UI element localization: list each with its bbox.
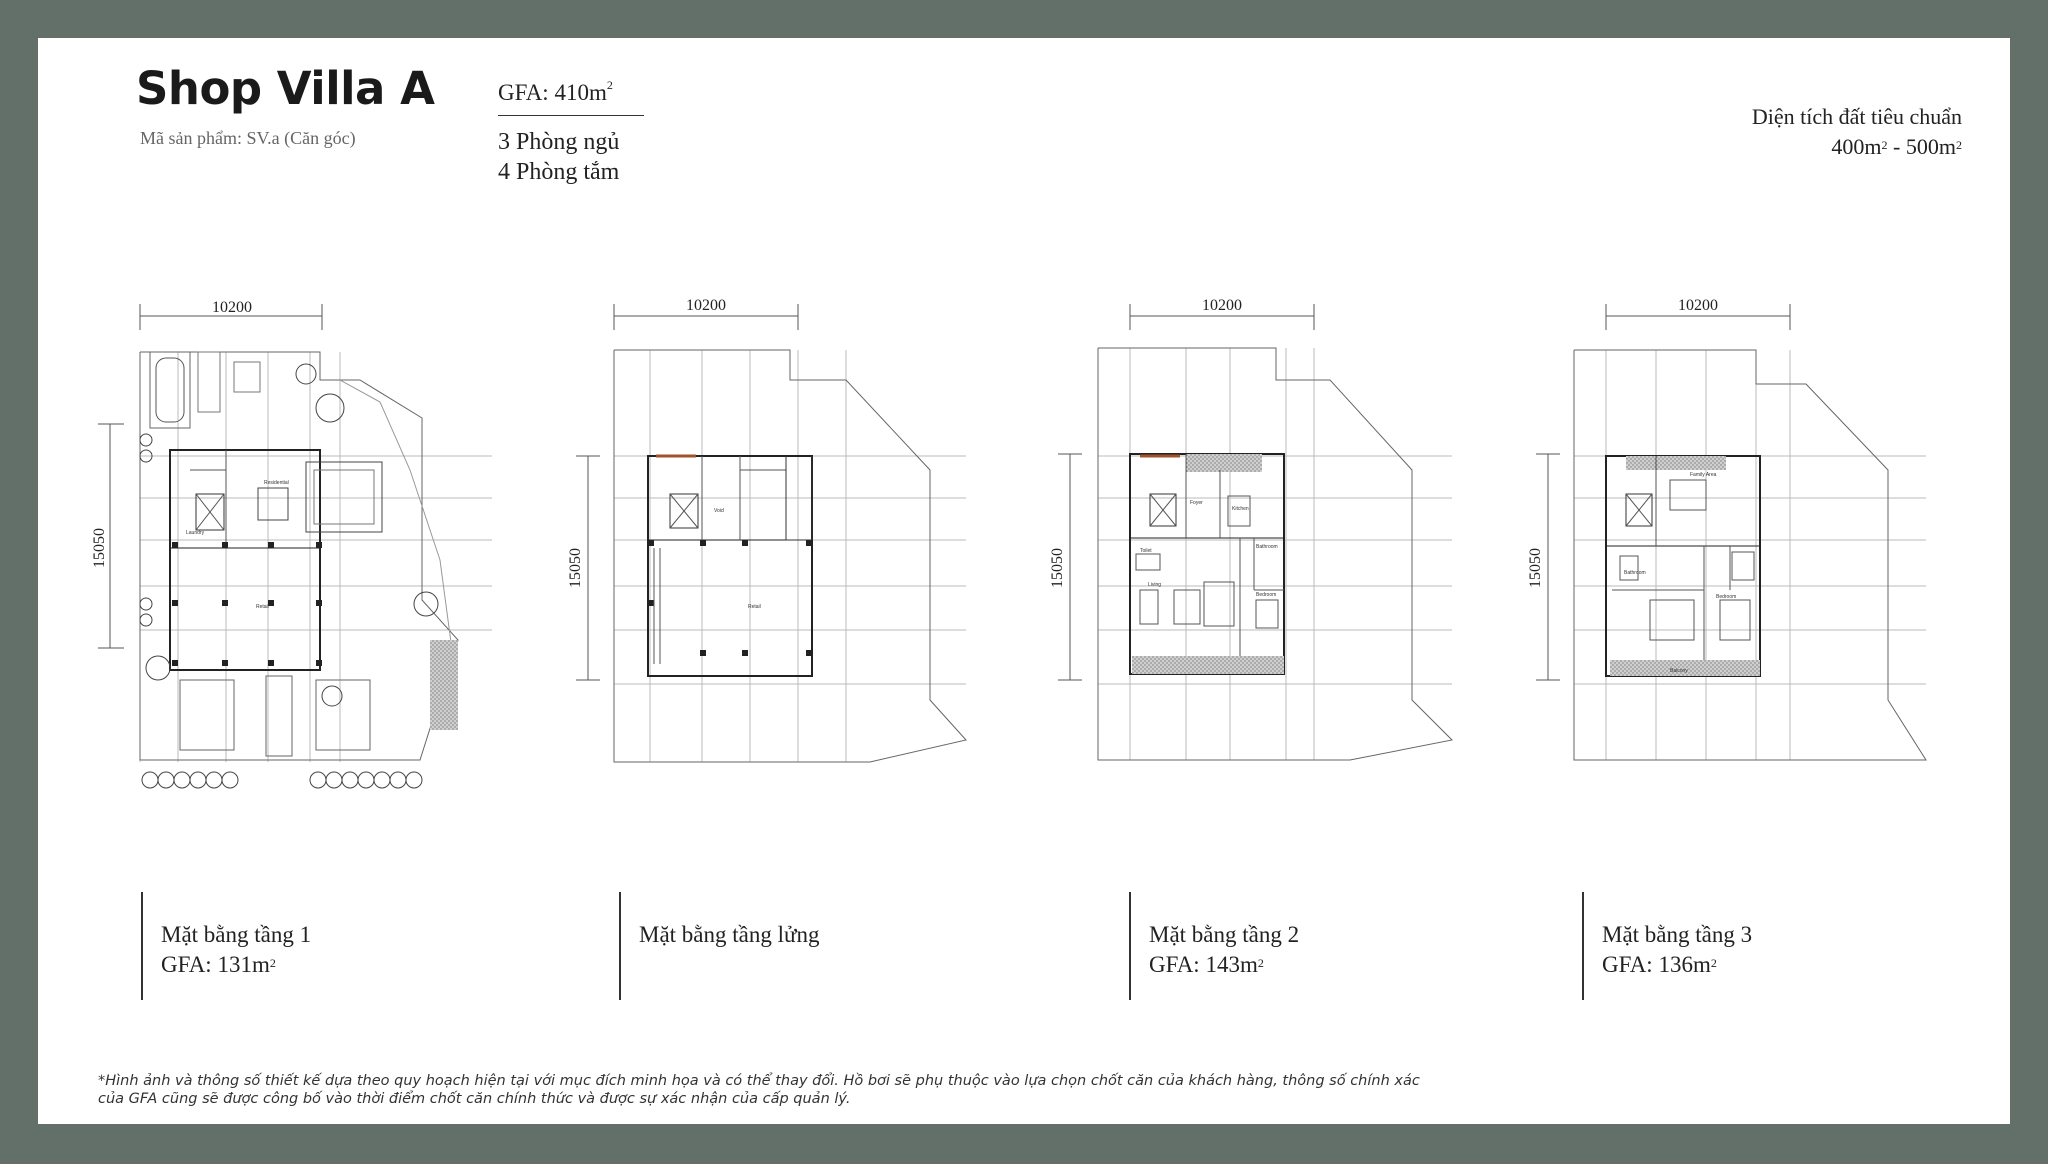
room-label: Living [1148,582,1162,588]
caption-title: Mặt bằng tầng 2 [1149,922,1300,947]
caption-second-floor [1129,892,1300,1000]
caption-title: Mặt bằng tầng 1 [161,922,312,947]
room-label: Bathroom [1624,570,1646,576]
bathroom-count: 4 Phòng tắm [498,159,620,185]
plan-ground-floor [98,304,492,788]
plan-4-depth-dim: 15050 [1527,548,1544,588]
room-label: Retail [256,604,269,610]
page-title: Shop Villa A [136,62,435,115]
plan-3-width-dim: 10200 [1202,297,1242,314]
bedroom-count: 3 Phòng ngủ [498,129,620,155]
room-label: Toilet [1140,548,1152,554]
room-label: Void [714,508,724,514]
caption-third-floor [1582,892,1753,1000]
room-label: Bedroom [1256,592,1277,598]
plan-2-depth-dim: 15050 [567,548,584,588]
plan-second-floor [1058,304,1452,760]
land-area-label: Diện tích đất tiêu chuẩn [1751,104,1962,129]
room-label: Kitchen [1232,506,1249,512]
caption-gfa: GFA: $143m^2$ [1149,952,1264,977]
caption-mezzanine [619,892,820,1000]
plan-2-width-dim: 10200 [686,297,726,314]
room-label: Retail [748,604,761,610]
room-label: Laundry [186,530,205,536]
caption-title: Mặt bằng tầng lửng [639,922,820,947]
product-code: Mã sản phẩm: SV.a (Căn góc) [140,128,356,148]
room-label: Bathroom [1256,544,1278,550]
caption-title: Mặt bằng tầng 3 [1602,922,1753,947]
plan-4-width-dim: 10200 [1678,297,1718,314]
room-label: Foyer [1190,500,1203,506]
land-area-value: $400m^2 - 500m^2$ [1831,134,1962,159]
room-label: Family Area [1690,472,1717,478]
plan-1-width-dim: 10200 [212,299,252,316]
plan-1-depth-dim: 15050 [91,528,108,568]
room-label: Bedroom [1716,594,1737,600]
room-label: Residential [264,480,289,486]
plan-third-floor [1536,304,1926,760]
caption-gfa: GFA: $136m^2$ [1602,952,1717,977]
caption-gfa: GFA: $131m^2$ [161,952,276,977]
plan-mezzanine [576,304,966,762]
room-label: Balcony [1670,668,1688,674]
plan-3-depth-dim: 15050 [1049,548,1066,588]
caption-ground-floor [141,892,312,1000]
total-gfa: GFA: $410m^2$ [498,78,613,105]
disclaimer-footnote: *Hình ảnh và thông số thiết kế dựa theo quy hoạch hiện tại với mục đích minh họa và có thể thay đổi. Hồ bơi sẽ phụ thuộc vào lựa chọn chốt căn của khách hàng, thông số chính xác của GFA cũng sẽ được công bố vào thời điểm chốt căn chính thức và được sự xác nhận của cấp quản lý. [98,1073,1420,1107]
